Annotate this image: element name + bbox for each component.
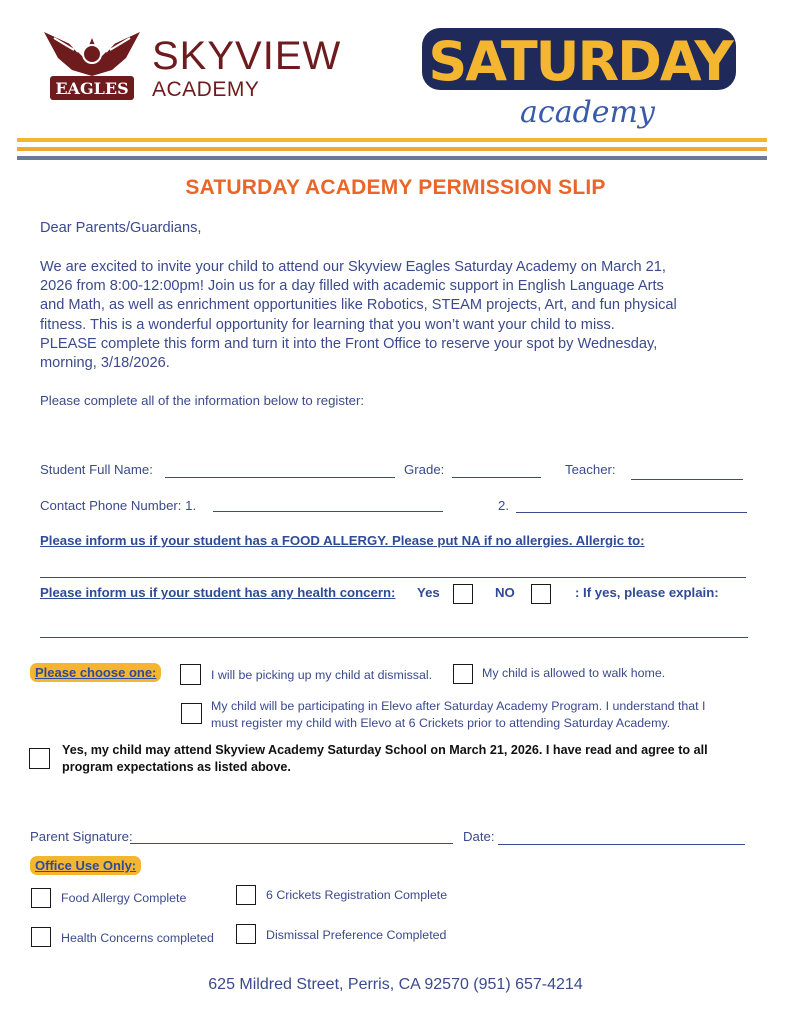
walk-home-option: My child is allowed to walk home. [482, 666, 666, 680]
consent-text: Yes, my child may attend Skyview Academy Saturday School on March 21, 2026. I have read and agree to all program expectations as listed above. [62, 743, 708, 774]
crickets-registration-checkbox[interactable] [236, 885, 256, 905]
grade-field[interactable] [452, 477, 541, 478]
divider-stripe-orange [17, 147, 767, 151]
saturday-logo [420, 24, 740, 96]
health-concerns-complete-label: Health Concerns completed [61, 931, 214, 945]
food-allergy-complete-label: Food Allergy Complete [61, 891, 187, 905]
date-label: Date: [463, 829, 495, 844]
consent-checkbox[interactable] [29, 748, 50, 769]
health-explain-field[interactable] [40, 637, 748, 638]
choose-one-label: Please choose one: [30, 663, 161, 682]
parent-signature-label: Parent Signature: [30, 829, 133, 844]
parent-signature-field[interactable] [130, 843, 453, 844]
office-use-label: Office Use Only: [30, 856, 141, 875]
page-title: SATURDAY ACADEMY PERMISSION SLIP [185, 176, 606, 199]
crickets-registration-label: 6 Crickets Registration Complete [266, 888, 448, 902]
phone-2-label: 2. [498, 498, 509, 513]
eagle-emblem-icon [40, 24, 145, 106]
divider-stripe-gray [17, 156, 767, 160]
health-no-checkbox[interactable] [531, 584, 551, 604]
food-allergy-complete-checkbox[interactable] [31, 888, 51, 908]
grade-label: Grade: [404, 462, 445, 477]
divider-stripe-yellow [17, 138, 767, 142]
health-concerns-complete-checkbox[interactable] [31, 927, 51, 947]
elevo-option: My child will be participating in Elevo after Saturday Academy Program. I understand that I must register my child with Elevo at 6 Crickets prior to attending Saturday Academy. [211, 699, 706, 730]
health-no-label: NO [495, 585, 515, 600]
food-allergy-field[interactable] [40, 577, 746, 578]
phone-label: Contact Phone Number: 1. [40, 498, 197, 513]
phone-field-1[interactable] [213, 511, 443, 512]
pickup-checkbox[interactable] [180, 664, 201, 685]
school-name: SKYVIEW [152, 34, 342, 78]
health-yes-label: Yes [417, 585, 440, 600]
intro-paragraph: We are excited to invite your child to attend our Skyview Eagles Saturday Academy on March 21, 2026 from 8:00-12:00pm! Join us for a day filled with academic support in English Language Arts and Math, as well as enrichment opportunities like Robotics, STEAM projects, Art, and fun physical fitness. This is a wonderful opportunity for learning that you won’t want your child to miss. PLEASE complete this form and turn it into the Front Office to reserve your spot by Wednesday, morning, 3/18/2026. [40, 259, 677, 372]
school-subtitle: ACADEMY [152, 78, 260, 101]
student-name-field[interactable] [165, 477, 395, 478]
saturday-academy-subtitle: academy [520, 95, 655, 130]
svg-text:EAGLES: EAGLES [55, 79, 129, 98]
elevo-checkbox[interactable] [181, 703, 202, 724]
walk-home-checkbox[interactable] [453, 664, 473, 684]
phone-field-2[interactable] [516, 512, 747, 513]
dismissal-preference-checkbox[interactable] [236, 924, 256, 944]
student-name-label: Student Full Name: [40, 462, 153, 477]
health-concern-label: Please inform us if your student has any health concern: [40, 585, 396, 600]
saturday-wordmark: SATURDAY [428, 30, 732, 93]
instruction-text: Please complete all of the information below to register: [40, 393, 364, 408]
food-allergy-label: Please inform us if your student has a FOOD ALLERGY. Please put NA if no allergies. Allergic to: [40, 533, 645, 548]
footer-address: 625 Mildred Street, Perris, CA 92570 (951) 657-4214 [208, 976, 583, 993]
date-field[interactable] [498, 844, 745, 845]
pickup-option: I will be picking up my child at dismissal. [211, 668, 433, 682]
dismissal-preference-label: Dismissal Preference Completed [266, 928, 447, 942]
teacher-field[interactable] [631, 479, 743, 480]
teacher-label: Teacher: [565, 462, 616, 477]
health-yes-checkbox[interactable] [453, 584, 473, 604]
greeting: Dear Parents/Guardians, [40, 220, 202, 236]
health-explain-label: : If yes, please explain: [575, 585, 719, 600]
